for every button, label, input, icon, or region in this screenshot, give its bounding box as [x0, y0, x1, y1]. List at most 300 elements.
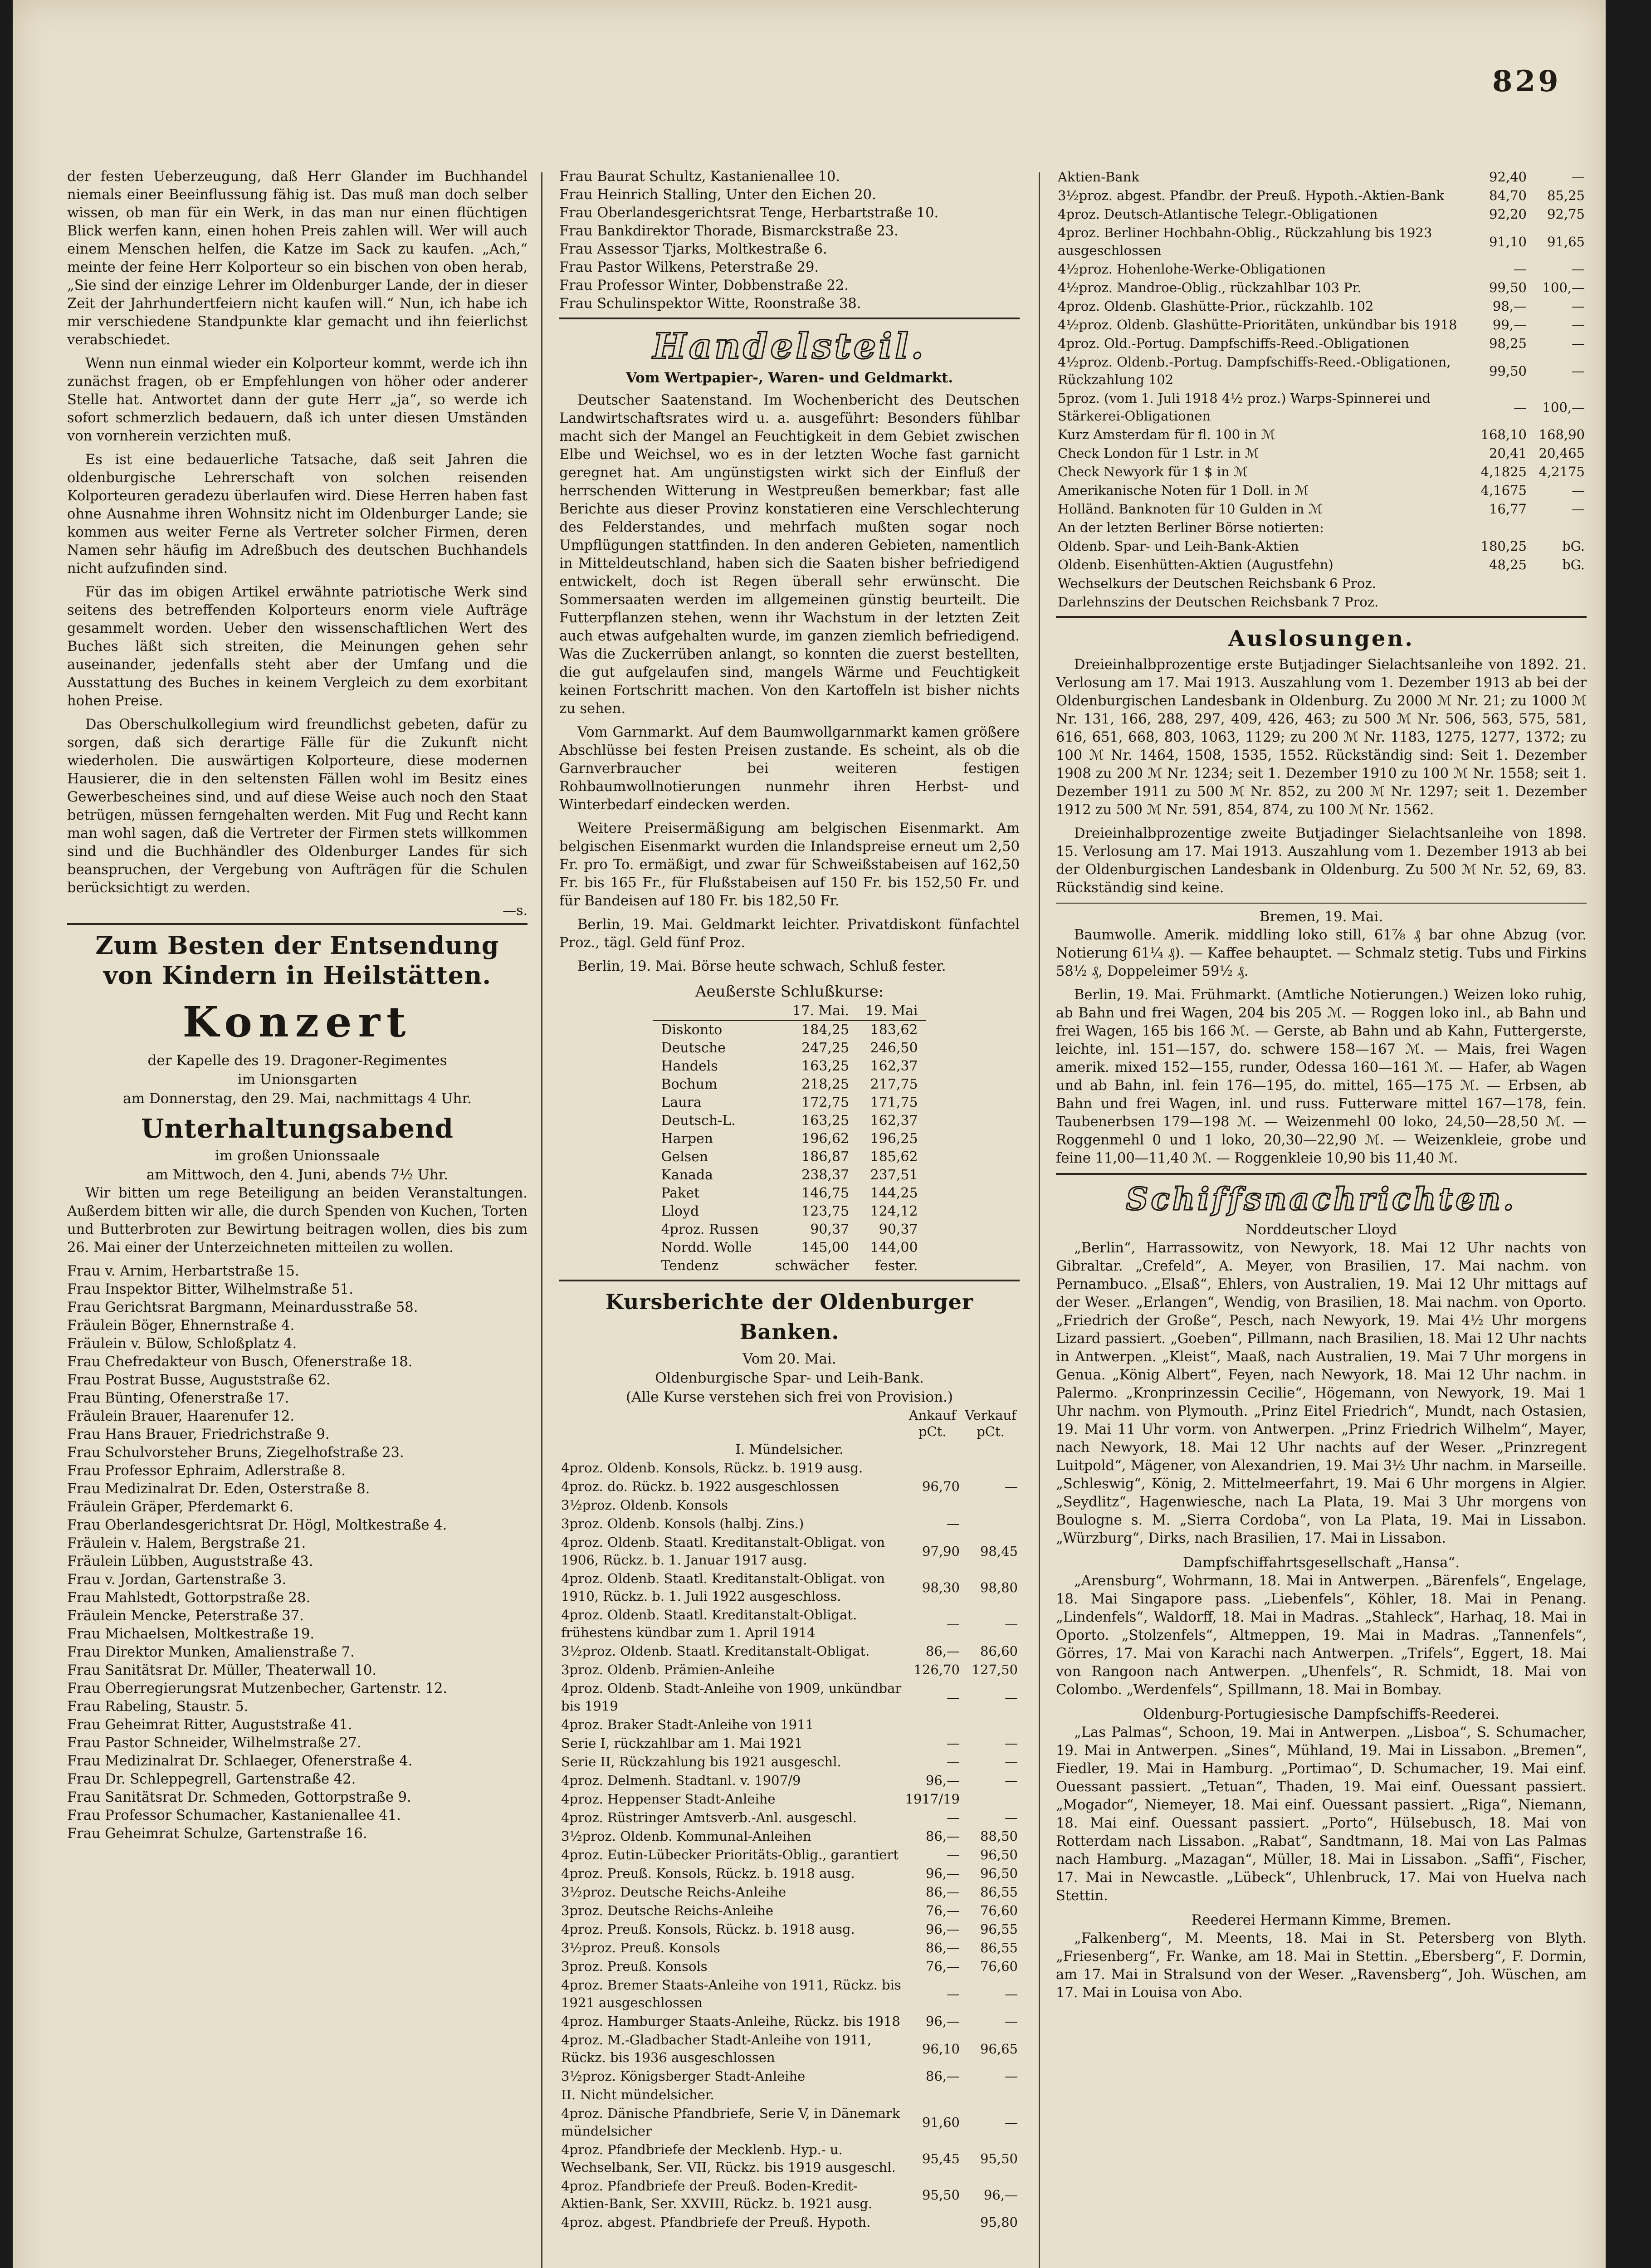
evening-line: am Mittwoch, den 4. Juni, abends 7½ Uhr. — [146, 1167, 449, 1183]
committee-member: Frau Heinrich Stalling, Unter den Eichen 20. — [559, 187, 876, 203]
schlusskurse-cell: 123,75 — [801, 1203, 850, 1219]
kurs-ask: 4,2175 — [1539, 464, 1585, 479]
kurs-bid: 98,— — [1492, 298, 1527, 314]
committee-member: Frau Dr. Schleppegrell, Gartenstraße 42. — [67, 1771, 356, 1787]
committee-member: Frau Chefredakteur von Busch, Ofenerstraße 18. — [67, 1354, 413, 1370]
kurs-bid: 1917/19 — [905, 1791, 960, 1807]
kurs-ask: 91,65 — [1547, 234, 1585, 249]
kurs-security: Oldenb. Spar- und Leih-Bank-Aktien — [1058, 538, 1299, 554]
schlusskurse-cell: 162,37 — [870, 1058, 918, 1074]
committee-member: Frau Inspektor Bitter, Wilhelmstraße 51. — [67, 1281, 353, 1297]
schlusskurse-cell: Deutsche — [661, 1040, 726, 1056]
kurs-row — [559, 1477, 1020, 1496]
lloyd-head: Norddeutscher Lloyd — [1246, 1222, 1397, 1238]
committee-member: Frau Schulinspektor Witte, Roonstraße 38. — [559, 296, 861, 312]
schlusskurse-cell: Kanada — [661, 1167, 713, 1183]
kurs-row — [1056, 500, 1587, 518]
kurs-security: 3proz. Oldenb. Konsols (halbj. Zins.) — [561, 1516, 804, 1531]
schlusskurse-cell: 237,51 — [870, 1167, 918, 1183]
kurs-bid: 91,60 — [922, 2114, 960, 2130]
kurs-ask: 76,60 — [980, 1903, 1018, 1918]
committee-member: Fräulein Mencke, Peterstraße 37. — [67, 1608, 304, 1624]
column-middle — [559, 168, 1020, 2232]
kurs-security: 4proz. M.-Gladbacher Stadt-Anleihe von 1911, Rückz. bis 1936 ausgeschlossen — [561, 2032, 872, 2065]
schlusskurse-cell: 171,75 — [870, 1095, 918, 1110]
kurs-bid: 86,— — [925, 1828, 960, 1844]
kurs-security: 3½proz. Oldenb. Staatl. Kreditanstalt-Obligat. — [561, 1643, 870, 1659]
kurs-security: 4proz. Bremer Staats-Anleihe von 1911, Rückz. bis 1921 ausgeschlossen — [561, 1977, 901, 2010]
committee-member: Frau Assessor Tjarks, Moltkestraße 6. — [559, 241, 827, 257]
committee-member: Frau Pastor Wilkens, Peterstraße 29. — [559, 259, 819, 275]
kurs-bid: — — [947, 1689, 960, 1705]
schlusskurse-cell: Nordd. Wolle — [661, 1240, 752, 1256]
evening-title: Unterhaltungsabend — [141, 1113, 454, 1144]
kurs-security: 4proz. Preuß. Konsols, Rückz. b. 1918 ausg. — [561, 1866, 855, 1881]
bremen-text: Baumwolle. Amerik. middling loko still, 61⅞ ₰ bar ohne Abzug (vor. Notierung 61¼ ₰). — Kaffee behauptet. — Schmalz stetig. Tubs und Firkins 58½ ₰, Doppeleimer 59½ ₰. — [1056, 927, 1587, 979]
kurs-header-row — [559, 1407, 1020, 1440]
kurs-bid: 86,— — [925, 2068, 960, 2084]
schlusskurse-cell: Laura — [661, 1095, 702, 1110]
kurs-security: 4½proz. Oldenb.-Portug. Dampfschiffs-Reed.-Obligationen, Rückzahlung 102 — [1058, 354, 1451, 387]
schlusskurse-header-row — [653, 1002, 926, 1021]
committee-member: Frau Michaelsen, Moltkestraße 19. — [67, 1626, 315, 1642]
schlusskurse-cell: 144,25 — [870, 1185, 918, 1201]
kurs-ask: 85,25 — [1547, 188, 1585, 203]
kurs-bid: — — [947, 1847, 960, 1862]
article-paragraph: Wenn nun einmal wieder ein Kolporteur kommt, werde ich ihn zunächst fragen, ob er Empfehlungen von höher oder anderer Stelle hat. Antwortet dann der gute Herr „ja“, so werde ich sofort schmerzlich bedauern, daß ich unter diesen Umständen von vornherein verzichten muß. — [67, 356, 528, 444]
kursberichte-table — [559, 1407, 1020, 2232]
kurs-row — [1056, 425, 1587, 444]
article-kolporteure — [67, 168, 528, 897]
kurs-ask: — — [1572, 501, 1585, 517]
kurs-security: 4proz. Deutsch-Atlantische Telegr.-Obligationen — [1058, 206, 1378, 222]
kurs-row — [559, 2086, 1020, 2104]
kurs-ask — [1529, 518, 1587, 537]
kurs-row — [559, 1957, 1020, 1976]
kurs-row — [1056, 444, 1587, 463]
article-paragraph: Das Oberschulkollegium wird freundlichst gebeten, dafür zu sorgen, daß sich derartige Fälle für die Zukunft nicht wiederholen. Die auswärtigen Kolporteure, diese modernen Hausierer, die in den seltensten Fällen wohl im Besitz eines Gewerbescheines sind, und auf diese Weise auch noch den Staat betrügen, müssen ferngehalten werden. Mit Fug und Recht kann man wohl sagen, daß die Vertreter der Firmen stets willkommen sind und die Buchhändler des Oldenburger Landes für sich beanspruchen, der Vergebung von Aufträgen für die Schulen berücksichtigt zu werden. — [67, 717, 528, 896]
committee-member: Frau Professor Ephraim, Adlerstraße 8. — [67, 1463, 346, 1479]
committee-member: Fräulein v. Halem, Bergstraße 21. — [67, 1535, 306, 1551]
committee-member: Frau Geheimrat Schulze, Gartenstraße 16. — [67, 1826, 367, 1842]
kurs-ask: 86,55 — [980, 1884, 1018, 1900]
divider — [67, 923, 528, 925]
committee-member: Frau Schulvorsteher Bruns, Ziegelhofstraße 23. — [67, 1445, 404, 1461]
kurs-bid: 99,— — [1492, 317, 1527, 332]
kurs-bid: 98,30 — [922, 1579, 960, 1595]
kurs-bid — [904, 1496, 962, 1515]
kurs-ask: 96,65 — [980, 2041, 1018, 2057]
kurs-row — [1056, 556, 1587, 574]
schlusskurse-cell: 185,62 — [870, 1149, 918, 1165]
schlusskurse-cell: 145,00 — [801, 1240, 850, 1256]
kurs-security: 3½proz. Preuß. Konsols — [561, 1940, 720, 1955]
kurs-row — [1056, 334, 1587, 353]
kurs-security: 5proz. (vom 1. Juli 1918 4½ proz.) Warps-Spinnerei und Stärkerei-Obligationen — [1058, 391, 1431, 424]
berlin-market-text: Berlin, 19. Mai. Frühmarkt. (Amtliche Notierungen.) Weizen loko ruhig, ab Bahn und frei Wagen, 204 bis 205 ℳ. — Roggen loko inl., ab Bahn und frei Wagen, 165 bis 166 ℳ. — Gerste, ab Bahn und ab Kahn, Futtergerste, leichte, inl. 151—157, do. schwere 158—167 ℳ. — Mais, frei Wagen amerik. mixed 152—155, runder, Odessa 160—161 ℳ. — Hafer, ab Wagen und ab Bahn, inl. fein 176—195, do. mittel, 165—175 ℳ. — Erbsen, ab Bahn und frei Wagen, inl. und russ. Futterware mittel 167—178, fein. Taubenerbsen 179—198 ℳ. — Weizenmehl 00 loko, 24,50—28,50 ℳ. — Roggenmehl 0 und 1 loko, 20,30—22,90 ℳ. — Weizenkleie, grobe und feine 11,00—11,40 ℳ. — Roggenkleie 10,90 bis 11,40 ℳ. — [1056, 987, 1587, 1166]
schlusskurse-title: Aeußerste Schlußkurse: — [695, 982, 884, 1001]
kurs-bid — [904, 2213, 962, 2232]
article-paragraph: Es ist eine bedauerliche Tatsache, daß seit Jahren die oldenburgische Lehrerschaft von solchen reisenden Kolporteuren geradezu überlaufen wird. Diese Herren haben fast ohne Ausnahme ihren Wohnsitz nicht im Oldenburger Lande; sie kommen aus weiter Ferne als Vertreter solcher Firmen, deren Namen sehr häufig im Adreßbuch des deutschen Buchhandels nicht aufzufinden sind. — [67, 452, 528, 577]
committee-member: Frau Hans Brauer, Friedrichstraße 9. — [67, 1427, 330, 1442]
schlusskurse-cell: 183,62 — [870, 1022, 918, 1038]
kurs-bid: 91,10 — [1489, 234, 1527, 249]
divider — [1056, 903, 1587, 904]
evening-line: im großen Unionssaale — [215, 1148, 380, 1164]
auslosungen-text — [1056, 656, 1587, 897]
kurs-security: 4proz. Preuß. Konsols, Rückz. b. 1918 ausg. — [561, 1921, 855, 1937]
kurs-row — [1056, 279, 1587, 297]
kurs-ask: 127,50 — [972, 1662, 1018, 1677]
kurs-row — [1056, 593, 1587, 611]
kurs-ask: 98,80 — [980, 1579, 1018, 1595]
kurs-security: 4proz. Oldenb. Konsols, Rückz. b. 1919 ausg. — [561, 1460, 863, 1476]
kurs-ask: — — [1005, 2068, 1018, 2084]
kurs-bid: 98,25 — [1489, 336, 1527, 351]
kurs-security: 4proz. Delmenh. Stadtanl. v. 1907/9 — [561, 1773, 801, 1788]
committee-member: Fräulein Gräper, Pferdemarkt 6. — [67, 1499, 294, 1515]
column-rule — [1039, 172, 1040, 2268]
kurs-security: Serie II, Rückzahlung bis 1921 ausgeschl. — [561, 1754, 841, 1769]
kurs-security: 4proz. Hamburger Staats-Anleihe, Rückz. bis 1918 — [561, 2014, 900, 2029]
schlusskurse-row — [653, 1148, 926, 1166]
kurs-security: Darlehnszins der Deutschen Reichsbank 7 Proz. — [1058, 594, 1379, 610]
kurs-bid: — — [1514, 399, 1527, 415]
kurs-row — [559, 1790, 1020, 1809]
bremen-head: Bremen, 19. Mai. — [1259, 909, 1383, 925]
portug-text: „Las Palmas“, Schoon, 19. Mai in Antwerpen. „Lisboa“, S. Schumacher, 19. Mai in Antwerpen. „Sines“, Mühland, 19. Mai in Lissabon. „Bremen“, Fiedler, 19. Mai in Hamburg. „Portimao“, D. Schumacher, 19. Mai einf. Ouessant passiert. „Tetuan“, Thaden, 19. Mai einf. Ouessant passiert. „Mogador“, Niemeyer, 18. Mai einf. Ouessant passiert. „Riga“, Niemann, 18. Mai einf. Ouessant passiert. „Porto“, Hülsebusch, 18. Mai von Rotterdam nach Lissabon. „Rabat“, Sandtmann, 18. Mai von Las Palmas nach Hamburg. „Mazagan“, Müller, 18. Mai in Lissabon. „Saffi“, Fischer, 17. Mai in Newcastle. „Lübeck“, Uhlenbruck, 17. Mai von Huelva nach Stettin. — [1056, 1725, 1587, 1904]
kurs-security: 4½proz. Hohenlohe-Werke-Obligationen — [1058, 261, 1326, 277]
schlusskurse-cell: Harpen — [661, 1131, 713, 1147]
kurs-security: 3½proz. Deutsche Reichs-Anleihe — [561, 1884, 786, 1900]
kurs-bid: 99,50 — [1489, 363, 1527, 379]
kurs-security: II. Nicht mündelsicher. — [561, 2087, 714, 2102]
kurs-ask: bG. — [1562, 557, 1585, 572]
schlusskurse-cell: Diskonto — [661, 1022, 723, 1038]
article-paragraph: der festen Ueberzeugung, daß Herr Glander im Buchhandel niemals einer Beeinflussung fähig ist. Das muß man doch selber wissen, ob man für ein Werk, in das man nur einen flüchtigen Blick werfen kann, einen hohen Preis zahlen will. Wer will auch einem Menschen helfen, die Katze im Sack zu kaufen. „Ach,“ meinte der feine Herr Kolporteur so ein bischen von oben herab, „Sie sind der einzige Lehrer im Oldenburger Lande, der in dieser Zeit der Jahrhundertfeiern nicht kaufen will.“ Nun, ich habe ich mir verschiedene Standpunkte klar gemacht und ihn feierlichst verabschiedet. — [67, 169, 528, 348]
schlusskurse-row — [653, 1075, 926, 1094]
schlusskurse-row — [653, 1057, 926, 1075]
kurs-ask — [962, 1716, 1020, 1734]
kurs-ask — [962, 1459, 1020, 1477]
schlusskurse-cell: 238,37 — [801, 1167, 850, 1183]
committee-member: Frau Direktor Munken, Amalienstraße 7. — [67, 1644, 355, 1660]
kursberichte-table-continued — [1056, 168, 1587, 611]
schlusskurse-cell: Bochum — [661, 1076, 718, 1092]
committee-member: Frau Pastor Schneider, Wilhelmstraße 27. — [67, 1735, 361, 1751]
benefit-title: Zum Besten der Entsendung von Kindern in Heilstätten. — [95, 931, 499, 990]
kurs-row — [559, 1661, 1020, 1679]
kurs-ask: — — [1005, 1810, 1018, 1825]
kurs-ask: — — [1005, 2114, 1018, 2130]
kurs-ask: bG. — [1562, 538, 1585, 554]
kurs-security: 4proz. Oldenb. Stadt-Anleihe von 1909, unkündbar bis 1919 — [561, 1681, 902, 1714]
committee-member: Frau Geheimrat Ritter, Auguststraße 41. — [67, 1717, 352, 1733]
schlusskurse-table — [653, 1002, 926, 1275]
committee-member: Frau Baurat Schultz, Kastanienallee 10. — [559, 169, 840, 185]
kurs-row — [559, 1920, 1020, 1939]
kurs-row — [1056, 260, 1587, 279]
committee-member: Frau Mahlstedt, Gottorpstraße 28. — [67, 1590, 311, 1606]
schlusskurse-cell: 218,25 — [801, 1076, 850, 1092]
kurs-ask: — — [1005, 2014, 1018, 2029]
kurs-ask: 96,— — [983, 2187, 1018, 2203]
schlusskurse-cell: fester. — [874, 1258, 918, 1274]
schlusskurse-cell: 196,62 — [801, 1131, 850, 1147]
geldmarkt-text: Berlin, 19. Mai. Geldmarkt leichter. Privatdiskont fünfachtel Proz., tägl. Geld fünf Proz. — [559, 917, 1020, 951]
divider — [1056, 1173, 1587, 1175]
schlusskurse-cell: 172,75 — [801, 1095, 850, 1110]
kurs-ask — [962, 2086, 1020, 2104]
kurs-security: 3½proz. Oldenb. Konsols — [561, 1497, 728, 1513]
handel-title: Handelsteil. — [653, 326, 926, 367]
kurs-ask — [962, 1790, 1020, 1809]
kurs-bid: 96,— — [925, 1866, 960, 1881]
kurs-security: 4proz. Old.-Portug. Dampfschiffs-Reed.-Obligationen — [1058, 336, 1409, 351]
committee-member: Frau Professor Schumacher, Kastanienallee 41. — [67, 1808, 401, 1823]
committee-member: Frau Sanitätsrat Dr. Schmeden, Gottorpstraße 9. — [67, 1789, 411, 1805]
committee-member: Frau Sanitätsrat Dr. Müller, Theaterwall 10. — [67, 1662, 377, 1678]
committee-member: Frau Bünting, Ofenerstraße 17. — [67, 1390, 289, 1406]
kurs-security: An der letzten Berliner Börse notierten: — [1058, 520, 1324, 535]
hansa-head: Dampfschiffahrtsgesellschaft „Hansa“. — [1182, 1554, 1460, 1571]
kurs-row — [559, 2177, 1020, 2213]
committee-member: Frau Medizinalrat Dr. Eden, Osterstraße 8. — [67, 1481, 370, 1497]
concert-line: der Kapelle des 19. Dragoner-Regimentes — [147, 1052, 447, 1069]
schlusskurse-header-cell: 19. Mai — [857, 1002, 926, 1021]
schlusskurse-cell: 144,00 — [870, 1240, 918, 1256]
kursberichte-title: Kursberichte der Oldenburger Banken. — [605, 1290, 974, 1344]
committee-member: Frau v. Arnim, Herbartstraße 15. — [67, 1263, 299, 1279]
kurs-row — [559, 2012, 1020, 2031]
schlusskurse-row — [653, 1239, 926, 1257]
committee-member: Frau Gerichtsrat Bargmann, Meinardusstraße 58. — [67, 1300, 418, 1315]
kurs-bid: — — [947, 1810, 960, 1825]
kurs-ask: — — [1572, 261, 1585, 277]
kurs-bid: 126,70 — [913, 1662, 960, 1677]
column-rule — [541, 172, 542, 2268]
schlusskurse-row — [653, 1257, 926, 1275]
kurs-ask: 100,— — [1542, 280, 1585, 295]
newspaper-page — [13, 0, 1606, 2268]
kurs-bid: — — [947, 1754, 960, 1769]
kurs-security: Check London für 1 Lstr. in ℳ — [1058, 445, 1259, 461]
kurs-bid: 96,— — [925, 2014, 960, 2029]
kurs-bid: 96,— — [925, 1921, 960, 1937]
kurs-row — [559, 1496, 1020, 1515]
kurs-security: 4proz. abgest. Pfandbriefe der Preuß. Hypoth. — [561, 2214, 871, 2230]
column-left — [67, 168, 528, 1843]
auslosung-paragraph: Dreieinhalbprozentige zweite Butjadinger Sielachtsanleihe von 1898. 15. Verlosung am 17. Mai 1913. Auszahlung vom 1. Dezember 1913 ab bei der Oldenburgischen Landesbank in Oldenburg. Zu 500 ℳ Nr. 52, 69, 83. Rückständig sind keine. — [1056, 826, 1587, 896]
kurs-ask: 168,90 — [1539, 427, 1585, 442]
committee-member: Frau Professor Winter, Dobbenstraße 22. — [559, 278, 849, 293]
kimme-head: Reederei Hermann Kimme, Bremen. — [1191, 1912, 1451, 1928]
kurs-bid — [1470, 518, 1529, 537]
schlusskurse-row — [653, 1094, 926, 1112]
evening-details — [67, 1146, 528, 1184]
kurs-security: 4proz. Braker Stadt-Anleihe von 1911 — [561, 1717, 814, 1732]
kurs-ask: 100,— — [1542, 399, 1585, 415]
schlusskurse-row — [653, 1166, 926, 1184]
kurs-security: 4proz. Pfandbriefe der Preuß. Boden-Kredit-Aktien-Bank, Ser. XXVIII, Rückz. b. 1921 ausg. — [561, 2178, 873, 2211]
kurs-row — [559, 2104, 1020, 2141]
committee-member: Fräulein Lübben, Auguststraße 43. — [67, 1554, 313, 1569]
kursberichte-date: Vom 20. Mai. — [742, 1351, 836, 1367]
kurs-security: Aktien-Bank — [1058, 169, 1139, 185]
kurs-row — [1056, 353, 1587, 389]
kurs-row — [559, 2067, 1020, 2086]
concert-line: am Donnerstag, den 29. Mai, nachmittags 4 Uhr. — [123, 1090, 472, 1107]
kurs-bid: 95,45 — [922, 2151, 960, 2166]
kurs-row — [559, 1459, 1020, 1477]
kurs-bid: 4,1825 — [1480, 464, 1527, 479]
kurs-security: 3½proz. Oldenb. Kommunal-Anleihen — [561, 1828, 811, 1844]
kurs-bid: 95,50 — [922, 2187, 960, 2203]
kurs-ask: 96,50 — [980, 1866, 1018, 1881]
schlusskurse-cell: 4proz. Russen — [661, 1222, 759, 1237]
schlusskurse-row — [653, 1221, 926, 1239]
schlusskurse-row — [653, 1021, 926, 1039]
schlusskurse-cell: Tendenz — [661, 1258, 719, 1274]
kurs-security: 4½proz. Mandroe-Oblig., rückzahlbar 103 Pr. — [1058, 280, 1362, 295]
schlusskurse-cell: 186,87 — [801, 1149, 850, 1165]
kurs-ask: — — [1005, 1616, 1018, 1632]
kurs-section-label: I. Mündelsicher. — [735, 1442, 844, 1457]
concert-title: Konzert — [182, 997, 412, 1046]
kurs-security: 4proz. Oldenb. Staatl. Kreditanstalt-Obligat. von 1906, Rückz. b. 1. Januar 1917 ausg. — [561, 1535, 885, 1568]
kurs-ask: 88,50 — [980, 1828, 1018, 1844]
committee-member: Frau Rabeling, Staustr. 5. — [67, 1699, 249, 1715]
kurs-ask: 96,55 — [980, 1921, 1018, 1937]
kurs-row — [1056, 537, 1587, 556]
kurs-row — [559, 1771, 1020, 1790]
auslosungen-title: Auslosungen. — [1228, 626, 1414, 651]
schlusskurse-cell: 246,50 — [870, 1040, 918, 1056]
kurs-ask: 20,465 — [1539, 445, 1585, 461]
kurs-security: 3proz. Oldenb. Prämien-Anleihe — [561, 1662, 775, 1677]
kurs-bid: 4,1675 — [1480, 483, 1527, 498]
kurs-ask: — — [1005, 1986, 1018, 2002]
kurs-bid — [1470, 593, 1529, 611]
schlusskurse-cell: 247,25 — [801, 1040, 850, 1056]
kurs-bid: — — [947, 1986, 960, 2002]
handel-subtitle: Vom Wertpapier-, Waren- und Geldmarkt. — [625, 370, 953, 386]
kurs-row — [559, 1846, 1020, 1864]
kurs-row — [559, 1939, 1020, 1957]
kurs-security: 3proz. Deutsche Reichs-Anleihe — [561, 1903, 774, 1918]
kurs-ask — [1529, 593, 1587, 611]
committee-member: Frau Oberlandesgerichtsrat Dr. Högl, Moltkestraße 4. — [67, 1517, 447, 1533]
kurs-row — [559, 1679, 1020, 1716]
column-right — [1056, 168, 1587, 2008]
concert-line: im Unionsgarten — [237, 1071, 357, 1088]
kurs-row — [559, 1864, 1020, 1883]
kurs-row — [1056, 186, 1587, 205]
kurs-row — [559, 1716, 1020, 1734]
committee-member: Frau Postrat Busse, Auguststraße 62. — [67, 1372, 331, 1388]
kurs-row — [1056, 463, 1587, 481]
kurs-bid — [904, 2086, 962, 2104]
kurs-ask: — — [1005, 1689, 1018, 1705]
kurs-bid: 76,— — [925, 1959, 960, 1974]
schlusskurse-cell: Paket — [661, 1185, 700, 1201]
kurs-bid: 86,— — [925, 1884, 960, 1900]
kurs-security: Check Newyork für 1 $ in ℳ — [1058, 464, 1248, 479]
appeal-text: Wir bitten um rege Beteiligung an beiden Veranstaltungen. Außerdem bitten wir alle, die durch Spenden von Kuchen, Torten und Butterbroten zur Bewirtung beitragen wollen, dies bis zum 26. Mai einer der Unterzeichneten mitteilen zu wollen. — [67, 1185, 528, 1256]
kurs-row — [559, 2031, 1020, 2067]
kurs-row — [559, 1901, 1020, 1920]
committee-list — [67, 1262, 528, 1843]
kurs-bid: — — [947, 1616, 960, 1632]
kurs-row — [559, 1515, 1020, 1533]
schlusskurse-row — [653, 1112, 926, 1130]
kurs-security: Wechselkurs der Deutschen Reichsbank 6 Proz. — [1058, 576, 1376, 591]
auslosung-paragraph: Dreieinhalbprozentige erste Butjadinger Sielachtsanleihe von 1892. 21. Verlosung am 17. Mai 1913. Auszahlung vom 1. Dezember 1913 ab bei der Oldenburgischen Landesbank in Oldenburg. Zu 2000 ℳ Nr. 21; zu 1000 ℳ Nr. 131, 166, 288, 297, 409, 426, 463; zu 500 ℳ Nr. 506, 563, 575, 581, 616, 651, 668, 803, 1063, 1129; zu 200 ℳ Nr. 1183, 1275, 1277, 1372; zu 100 ℳ Nr. 1464, 1508, 1535, 1552. Rückständig sind: Seit 1. Dezember 1908 zu 200 ℳ Nr. 1234; seit 1. Dezember 1910 zu 100 ℳ Nr. 1558; seit 1. Dezember 1911 zu 500 ℳ Nr. 852, zu 200 ℳ Nr. 1297; seit 1. Dezember 1912 zu 500 ℳ Nr. 591, 854, 874, zu 100 ℳ Nr. 1562. — [1056, 657, 1587, 818]
kurs-header-cell: Verkauf pCt. — [965, 1408, 1016, 1439]
kurs-security: Serie I, rückzahlbar am 1. Mai 1921 — [561, 1735, 803, 1751]
kurs-ask — [962, 1496, 1020, 1515]
kurs-ask: 92,75 — [1547, 206, 1585, 222]
kurs-row — [559, 1642, 1020, 1661]
schlusskurse-cell: Deutsch-L. — [661, 1113, 736, 1129]
kurs-security: 3proz. Preuß. Konsols — [561, 1959, 708, 1974]
kurs-ask — [1529, 574, 1587, 593]
kurs-security: Amerikanische Noten für 1 Doll. in ℳ — [1058, 483, 1309, 498]
divider — [559, 1280, 1020, 1281]
kurs-bid: 168,10 — [1480, 427, 1527, 442]
article-paragraph: Für das im obigen Artikel erwähnte patriotische Werk sind seitens des betreffenden Kolporteurs enorm viele Aufträge gesammelt worden. Ueber den wissenschaftlichen Wert des Buches läßt sich streiten, die Meinungen gehen sehr auseinander, jedenfalls steht aber der Umfang und die Ausstattung des Buches in keinem Vergleich zu dem exorbitant hohen Preise. — [67, 584, 528, 709]
kurs-ask: — — [1572, 483, 1585, 498]
kurs-ask: 95,50 — [980, 2151, 1018, 2166]
kurs-bid: 96,— — [925, 1773, 960, 1788]
kurs-row — [1056, 481, 1587, 500]
schlusskurse-row — [653, 1130, 926, 1148]
kurs-row — [559, 1753, 1020, 1771]
kurs-ask: 86,55 — [980, 1940, 1018, 1955]
kurs-bid: 86,— — [925, 1940, 960, 1955]
kurs-ask: — — [1572, 336, 1585, 351]
schlusskurse-cell: 162,37 — [870, 1113, 918, 1129]
kurs-security: 4proz. Eutin-Lübecker Prioritäts-Oblig., garantiert — [561, 1847, 899, 1862]
schlusskurse-header-cell — [653, 1002, 767, 1021]
kurs-security: Kurz Amsterdam für fl. 100 in ℳ — [1058, 427, 1275, 442]
kurs-ask: — — [1005, 1754, 1018, 1769]
kurs-bid: 84,70 — [1489, 188, 1527, 203]
kurs-ask: — — [1572, 363, 1585, 379]
garnmarkt-text: Vom Garnmarkt. Auf dem Baumwollgarnmarkt kamen größere Abschlüsse bei festen Preisen zustande. Es scheint, als ob die Garnverbraucher bei weiteren festigen Rohbaumwollnotierungen nunmehr ihren Herbst- und Winterbedarf eindecken werden. — [559, 724, 1020, 813]
kurs-bid — [904, 1459, 962, 1477]
kurs-security: 4proz. Dänische Pfandbriefe, Serie V, in Dänemark mündelsicher — [561, 2106, 900, 2139]
saatenstand-text: Deutscher Saatenstand. Im Wochenbericht des Deutschen Landwirtschaftsrates wird u. a. ausgeführt: Besonders fühlbar macht sich der Mangel an Feuchtigkeit in dem Gebiet zwischen Elbe und Weichsel, wo es in der letzten Woche fast garnicht geregnet hat. Am ungünstigsten wirkt sich der Einfluß der herrschenden Witterung in Westpreußen bemerkbar; fast alle Berichte aus dieser Provinz konstatieren eine Verschlechterung des Felderstandes, und mehrfach mußten sogar noch Umpflügungen stattfinden. In den anderen Gebieten, namentlich in Mitteldeutschland, haben sich die Saaten bisher befriedigend entwickelt, doch ist Regen überall sehr erwünscht. Die Sommersaaten werden im allgemeinen günstig beurteilt. Die Futterpflanzen stehen, wenn ihr Wachstum in der letzten Zeit auch etwas aufgehalten wurde, im ganzen ziemlich befriedigend. Was die Zuckerrüben anlangt, so konnten die zuerst bestellten, die gut aufgelaufen sind, mangels Wärme und Feuchtigkeit keinen Fortschritt machen. Von den Kartoffeln ist bisher nichts zu sehen. — [559, 392, 1020, 717]
kurs-ask: — — [1572, 169, 1585, 185]
kurs-row — [559, 1809, 1020, 1827]
kurs-bid: 96,10 — [922, 2041, 960, 2057]
kurs-security: 4proz. Oldenb. Staatl. Kreditanstalt-Obligat. frühestens kündbar zum 1. April 1914 — [561, 1607, 857, 1640]
kurs-row — [1056, 574, 1587, 593]
kurs-row — [559, 1533, 1020, 1569]
schlusskurse-cell: Handels — [661, 1058, 718, 1074]
schlusskurse-header-cell: 17. Mai. — [767, 1002, 857, 1021]
kurs-ask: 98,45 — [980, 1543, 1018, 1559]
kurs-row — [1056, 316, 1587, 334]
kurs-row — [1056, 389, 1587, 425]
kurs-bid: 92,20 — [1489, 206, 1527, 222]
kurs-bid: 76,— — [925, 1903, 960, 1918]
eisenmarkt-text: Weitere Preisermäßigung am belgischen Eisenmarkt. Am belgischen Eisenmarkt wurden die Inlandspreise erneut um 2,50 Fr. pro To. ermäßigt, und zwar für Schweißstabeisen auf 162,50 Fr. bis 165 Fr., für Flußstabeisen auf 150 Fr. bis 152,50 Fr. und für Bandeisen auf 180 Fr. bis 182,50 Fr. — [559, 821, 1020, 909]
kurs-bid: 48,25 — [1489, 557, 1527, 572]
kurs-row — [559, 2213, 1020, 2232]
kurs-security: Holländ. Banknoten für 10 Gulden in ℳ — [1058, 501, 1323, 517]
